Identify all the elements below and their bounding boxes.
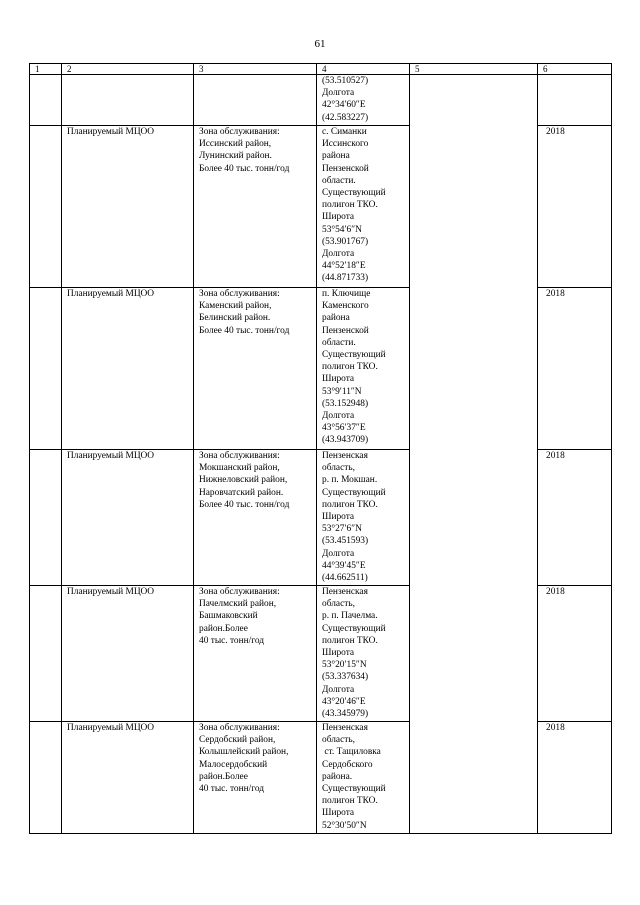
cell-line: Планируемый МЦОО bbox=[67, 723, 155, 733]
cell-line: (53.451593) bbox=[322, 536, 369, 547]
cell-line: (44.662511) bbox=[322, 573, 368, 584]
cell-line: (42.583227) bbox=[322, 112, 369, 123]
year-value: 2018 bbox=[546, 587, 565, 597]
year-value: 2018 bbox=[546, 127, 565, 137]
cell-line: Пензенская bbox=[322, 451, 368, 461]
cell-line: 40 тыс. тонн/год bbox=[199, 635, 265, 646]
cell-line: Долгота bbox=[322, 88, 355, 99]
cell-line: полигон ТКО. bbox=[322, 362, 378, 373]
cell-line: область, bbox=[322, 599, 355, 610]
cell-object-name bbox=[62, 450, 194, 586]
cell-service-zone bbox=[194, 288, 317, 450]
cell-line: 44°39′45″E bbox=[322, 560, 366, 571]
cell-line: Сердобский район, bbox=[199, 735, 276, 746]
cell-location bbox=[317, 722, 410, 834]
cell-line: Башмаковский bbox=[199, 611, 258, 622]
cell-line: Широта bbox=[322, 808, 355, 819]
header-row bbox=[30, 64, 612, 75]
cell-line: Существующий bbox=[322, 487, 386, 498]
cell-line: Зона обслуживания: bbox=[199, 127, 280, 137]
cell-service-zone bbox=[194, 75, 317, 126]
cell-line: Лунинский район. bbox=[199, 151, 272, 162]
cell-number bbox=[30, 450, 62, 586]
cell-line: Белинский район. bbox=[199, 313, 271, 324]
cell-line: Более 40 тыс. тонн/год bbox=[199, 163, 290, 174]
cell-year bbox=[538, 75, 612, 126]
cell-line: Широта bbox=[322, 212, 355, 223]
cell-line: Планируемый МЦОО bbox=[67, 587, 155, 597]
cell-line: Существующий bbox=[322, 623, 386, 634]
cell-line: области. bbox=[322, 337, 356, 348]
cell-line: Пачелмский район, bbox=[199, 599, 277, 610]
cell-line: Долгота bbox=[322, 249, 355, 260]
cell-service-zone bbox=[194, 450, 317, 586]
cell-line: район.Более bbox=[199, 623, 248, 634]
cell-line: Пензенской bbox=[322, 163, 369, 174]
cell-line: (53.152948) bbox=[322, 398, 369, 409]
column-header-4: 4 bbox=[317, 64, 410, 75]
cell-service-zone bbox=[194, 126, 317, 288]
cell-line: Иссинского bbox=[322, 139, 369, 150]
cell-number bbox=[30, 722, 62, 834]
cell-number bbox=[30, 75, 62, 126]
cell-line: Каменского bbox=[322, 301, 369, 312]
cell-object-name bbox=[62, 126, 194, 288]
cell-line: Мокшанский район, bbox=[199, 463, 280, 474]
cell-line: 42°34′60″E bbox=[322, 100, 366, 111]
cell-number bbox=[30, 126, 62, 288]
cell-line: Долгота bbox=[322, 548, 355, 559]
cell-line: 53°20′15″N bbox=[322, 660, 367, 671]
cell-line: Каменский район, bbox=[199, 301, 272, 312]
cell-location bbox=[317, 450, 410, 586]
cell-line: района. bbox=[322, 771, 353, 782]
cell-service-zone bbox=[194, 586, 317, 722]
cell-line: Пензенская bbox=[322, 723, 368, 733]
cell-year bbox=[538, 450, 612, 586]
cell-line: Малосердобский bbox=[199, 759, 268, 770]
cell-line: р. п. Пачелма. bbox=[322, 611, 378, 622]
cell-line: Широта bbox=[322, 512, 355, 523]
data-table bbox=[29, 63, 612, 834]
cell-object-name bbox=[62, 288, 194, 450]
cell-line: 40 тыс. тонн/год bbox=[199, 784, 265, 795]
cell-line: ст. Тащиловка bbox=[322, 747, 381, 758]
cell-line: Существующий bbox=[322, 784, 386, 795]
cell-year bbox=[538, 722, 612, 834]
cell-line: Сердобского bbox=[322, 759, 373, 770]
cell-object-name bbox=[62, 722, 194, 834]
cell-line: 43°20′46″E bbox=[322, 696, 366, 707]
cell-line: Зона обслуживания: bbox=[199, 451, 280, 461]
cell-location bbox=[317, 586, 410, 722]
cell-line: Долгота bbox=[322, 684, 355, 695]
cell-line: 53°9′11″N bbox=[322, 386, 362, 397]
cell-line: (43.345979) bbox=[322, 709, 369, 720]
cell-line: Зона обслуживания: bbox=[199, 289, 280, 299]
cell-line: района bbox=[322, 151, 350, 162]
cell-line: Существующий bbox=[322, 188, 386, 199]
cell-location bbox=[317, 288, 410, 450]
cell-line: Пензенской bbox=[322, 325, 369, 336]
cell-line: (53.510527) bbox=[322, 76, 369, 86]
cell-line: 43°56′37″E bbox=[322, 423, 366, 434]
cell-line: Наровчатский район. bbox=[199, 487, 284, 498]
cell-line: Нижнеловский район, bbox=[199, 475, 288, 486]
cell-line: п. Ключище bbox=[322, 289, 371, 299]
cell-line: Зона обслуживания: bbox=[199, 587, 280, 597]
year-value: 2018 bbox=[546, 289, 565, 299]
cell-year bbox=[538, 288, 612, 450]
cell-year bbox=[538, 126, 612, 288]
cell-line: (53.337634) bbox=[322, 672, 369, 683]
cell-line: Планируемый МЦОО bbox=[67, 289, 155, 299]
cell-object-name bbox=[62, 75, 194, 126]
cell-line: р. п. Мокшан. bbox=[322, 475, 378, 486]
cell-line: (43.943709) bbox=[322, 435, 369, 446]
cell-line: область, bbox=[322, 463, 355, 474]
cell-line: (53.901767) bbox=[322, 236, 369, 247]
cell-line: полигон ТКО. bbox=[322, 200, 378, 211]
cell-line: Пензенская bbox=[322, 587, 368, 597]
column-header-2: 2 bbox=[62, 64, 194, 75]
cell-service-zone bbox=[194, 722, 317, 834]
cell-line: области. bbox=[322, 175, 356, 186]
cell-col5 bbox=[410, 75, 538, 834]
column-header-3: 3 bbox=[194, 64, 317, 75]
cell-line: район.Более bbox=[199, 771, 248, 782]
cell-number bbox=[30, 586, 62, 722]
cell-location bbox=[317, 75, 410, 126]
cell-line: 44°52′18″E bbox=[322, 261, 366, 272]
cell-line: Колышлейский район, bbox=[199, 747, 289, 758]
column-header-6: 6 bbox=[538, 64, 612, 75]
cell-line: Зона обслуживания: bbox=[199, 723, 280, 733]
cell-number bbox=[30, 288, 62, 450]
cell-line: Широта bbox=[322, 374, 355, 385]
cell-line: Существующий bbox=[322, 350, 386, 361]
cell-line: Планируемый МЦОО bbox=[67, 127, 155, 137]
cell-location bbox=[317, 126, 410, 288]
cell-line: 53°27′6″N bbox=[322, 524, 362, 535]
cell-line: (44.871733) bbox=[322, 273, 369, 284]
cell-year bbox=[538, 586, 612, 722]
table-row bbox=[30, 75, 612, 126]
cell-line: полигон ТКО. bbox=[322, 499, 378, 510]
cell-line: 52°30′50″N bbox=[322, 820, 367, 831]
page-number: 61 bbox=[314, 38, 326, 50]
cell-line: полигон ТКО. bbox=[322, 635, 378, 646]
cell-line: с. Симанки bbox=[322, 127, 367, 137]
cell-line: Иссинский район, bbox=[199, 139, 272, 150]
cell-line: Более 40 тыс. тонн/год bbox=[199, 499, 290, 510]
cell-line: Долгота bbox=[322, 411, 355, 422]
column-header-1: 1 bbox=[30, 64, 62, 75]
year-value: 2018 bbox=[546, 723, 565, 733]
column-header-5: 5 bbox=[410, 64, 538, 75]
cell-object-name bbox=[62, 586, 194, 722]
cell-line: полигон ТКО. bbox=[322, 796, 378, 807]
cell-line: Широта bbox=[322, 648, 355, 659]
cell-line: область, bbox=[322, 735, 355, 746]
cell-line: Более 40 тыс. тонн/год bbox=[199, 325, 290, 336]
cell-line: 53°54′6″N bbox=[322, 224, 362, 235]
cell-line: Планируемый МЦОО bbox=[67, 451, 155, 461]
cell-line: района bbox=[322, 313, 350, 324]
year-value: 2018 bbox=[546, 451, 565, 461]
